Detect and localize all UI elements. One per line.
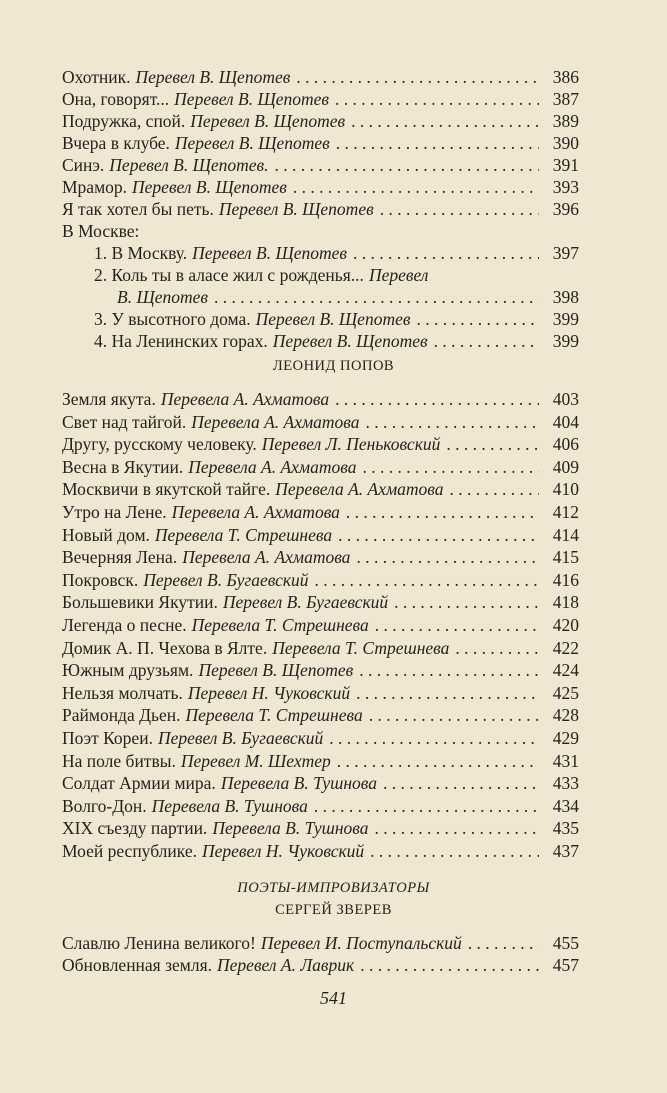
toc-entry [62, 308, 579, 330]
entry-page: 387 [552, 89, 579, 109]
entry-title: Утро на Лене. [62, 501, 167, 522]
entry-page: 433 [552, 773, 579, 794]
dot-leader [434, 330, 539, 352]
entry-page: 397 [552, 243, 579, 263]
toc-entry [62, 614, 579, 637]
entry-translator: Перевела А. Ахматова [160, 389, 330, 409]
entry-translator: Перевела В. Тушнова [212, 818, 369, 839]
group-heading: ПОЭТЫ-ИМПРОВИЗАТОРЫ [237, 880, 430, 896]
toc-entry [62, 750, 579, 773]
toc-entry [62, 591, 579, 614]
dot-leader [335, 88, 539, 110]
toc-section-popov [62, 388, 579, 862]
toc-entry [62, 176, 579, 198]
toc-entry [62, 704, 579, 727]
entry-title: Домик А. П. Чехова в Ялте. [62, 637, 268, 658]
entry-page: 410 [552, 479, 579, 500]
entry-title: Свет над тайгой. [62, 411, 187, 432]
entry-page: 398 [552, 287, 579, 307]
entry-translator: Перевел В. Бугаевский [157, 727, 324, 748]
entry-translator: Перевел Н. Чуковский [201, 840, 365, 861]
entry-title: На поле битвы. [62, 750, 176, 771]
dot-leader [335, 388, 539, 411]
entry-translator: Перевел В. Щепотев [272, 331, 428, 351]
dot-leader [346, 501, 539, 524]
dot-leader [359, 659, 539, 682]
entry-translator: Перевел Н. Чуковский [187, 682, 351, 703]
entry-title: Моей республике. [62, 840, 197, 861]
toc-entry [62, 795, 579, 818]
dot-leader [356, 682, 539, 705]
dot-leader [362, 456, 539, 479]
dot-leader [455, 637, 539, 660]
dot-leader [293, 176, 539, 198]
entry-page: 434 [552, 795, 579, 816]
dot-leader [383, 772, 539, 795]
dot-leader [353, 242, 539, 264]
entry-translator: Перевел Л. Пеньковский [261, 434, 441, 455]
entry-title: Охотник. [62, 67, 131, 87]
entry-translator: Перевел В. Щепотев [190, 111, 346, 131]
entry-page: 391 [552, 155, 579, 175]
toc-entry [62, 264, 579, 286]
dot-leader [369, 704, 539, 727]
dot-leader [360, 954, 539, 976]
entry-page: 399 [552, 331, 579, 351]
dot-leader [380, 198, 539, 220]
entry-page: 396 [552, 199, 579, 219]
dot-leader [214, 286, 539, 308]
toc-entry [62, 501, 579, 524]
entry-title: Москвичи в якутской тайге. [62, 479, 271, 500]
entry-title: Другу, русскому человеку. [62, 434, 257, 455]
entry-title: Южным друзьям. [62, 660, 194, 681]
dot-leader [296, 66, 539, 88]
entry-page: 399 [552, 309, 579, 329]
toc-entry [62, 637, 579, 660]
entry-page: 403 [552, 389, 579, 409]
dot-leader [351, 110, 539, 132]
entry-page: 424 [552, 660, 579, 681]
toc-entry [62, 569, 579, 592]
entry-title: Весна в Якутии. [62, 456, 184, 477]
toc-entry [62, 286, 579, 308]
entry-page: 416 [552, 569, 579, 590]
entry-translator: Перевел В. Щепотев [198, 660, 354, 681]
dot-leader [275, 154, 540, 176]
entry-title: В Москве: [62, 221, 140, 241]
toc-entry [62, 330, 579, 352]
dot-leader [356, 546, 539, 569]
entry-translator: Перевел В. Щепотев [174, 89, 329, 109]
entry-title: 3. У высотного дома. [94, 309, 251, 329]
entry-title: Покровск. [62, 569, 139, 590]
toc-entry [62, 220, 579, 242]
entry-translator: Перевел В. Щепотев [132, 177, 287, 197]
entry-translator: Перевел В. Щепотев [255, 309, 411, 329]
entry-title: Я так хотел бы петь. [62, 199, 214, 219]
toc-entry [62, 132, 579, 154]
entry-translator: Перевел А. Лаврик [217, 955, 355, 975]
dot-leader [446, 433, 539, 456]
entry-page: 393 [552, 177, 579, 197]
entry-translator: В. Щепотев [117, 287, 208, 307]
entry-page: 428 [552, 705, 579, 726]
dot-leader [370, 840, 539, 863]
entry-page: 429 [552, 727, 579, 748]
entry-translator: Перевела Т. Стрешнева [185, 705, 363, 726]
toc-entry [62, 110, 579, 132]
entry-page: 425 [552, 682, 579, 703]
entry-title: Раймонда Дьен. [62, 705, 181, 726]
author-heading-zverev: СЕРГЕЙ ЗВЕРЕВ [275, 902, 392, 918]
entry-page: 406 [552, 434, 579, 455]
entry-translator: Перевел В. Бугаевский [222, 592, 389, 613]
dot-leader [416, 308, 539, 330]
entry-page: 414 [552, 524, 579, 545]
entry-translator: Перевела Т. Стрешнева [154, 524, 333, 545]
toc-entry [62, 456, 579, 479]
toc-section-zverev [62, 932, 579, 976]
entry-translator: Перевела А. Ахматова [171, 501, 340, 522]
toc-entry [62, 817, 579, 840]
entry-translator: Перевел В. Бугаевский [143, 569, 309, 590]
toc-entry [62, 411, 579, 434]
author-heading-popov: ЛЕОНИД ПОПОВ [272, 358, 395, 374]
entry-translator: Перевел В. Щепотев [218, 199, 374, 219]
entry-translator: Перевел В. Щепотев [174, 133, 330, 153]
entry-title: Поэт Кореи. [62, 727, 153, 748]
toc-entry [62, 198, 579, 220]
entry-page: 389 [552, 111, 579, 131]
toc-entry [62, 154, 579, 176]
entry-title: Вечерняя Лена. [62, 547, 178, 568]
entry-page: 409 [552, 456, 579, 477]
dot-leader [450, 478, 539, 501]
entry-page: 437 [552, 840, 579, 861]
entry-translator: Перевела А. Ахматова [182, 547, 351, 568]
entry-title: Синэ. [62, 155, 105, 175]
entry-page: 455 [552, 933, 579, 953]
entry-page: 435 [552, 818, 579, 839]
dot-leader [336, 132, 539, 154]
entry-page: 431 [552, 750, 579, 771]
toc-entry [62, 727, 579, 750]
entry-title: Легенда о песне. [62, 614, 187, 635]
entry-translator: Перевела А. Ахматова [275, 479, 444, 500]
entry-title: Земля якута. [62, 389, 156, 409]
entry-title: Большевики Якутии. [62, 592, 218, 613]
toc-entry [62, 433, 579, 456]
entry-translator: Перевела Т. Стрешнева [191, 614, 369, 635]
toc-entry [62, 546, 579, 569]
dot-leader [468, 932, 539, 954]
entry-page: 415 [552, 547, 579, 568]
entry-title: Вчера в клубе. [62, 133, 170, 153]
entry-translator: Перевел В. Щепотев [192, 243, 347, 263]
toc-entry [62, 88, 579, 110]
entry-translator: Перевела В. Тушнова [220, 773, 378, 794]
entry-translator: Перевел М. Шехтер [180, 750, 331, 771]
entry-title: 4. На Ленинских горах. [94, 331, 268, 351]
entry-page: 420 [552, 614, 579, 635]
toc-entry [62, 954, 579, 976]
toc-entry [62, 524, 579, 547]
entry-page: 418 [552, 592, 579, 613]
toc-section-1 [62, 66, 579, 352]
toc-entry [62, 772, 579, 795]
entry-translator: Перевела А. Ахматова [188, 456, 357, 477]
entry-translator: Перевел [368, 265, 429, 285]
dot-leader [394, 591, 539, 614]
entry-translator: Перевел В. Щепотев. [109, 155, 269, 175]
entry-title: 1. В Москву. [94, 243, 188, 263]
toc-entry [62, 932, 579, 954]
dot-leader [329, 727, 539, 750]
dot-leader [366, 411, 539, 434]
entry-translator: Перевела Т. Стрешнева [272, 637, 450, 658]
entry-translator: Перевел В. Щепотев [135, 67, 291, 87]
entry-title: Мрамор. [62, 177, 128, 197]
entry-title: Новый дом. [62, 524, 150, 545]
entry-page: 422 [552, 637, 579, 658]
toc-entry [62, 478, 579, 501]
entry-page: 412 [552, 501, 579, 522]
entry-page: 386 [552, 67, 579, 87]
toc-entry [62, 659, 579, 682]
entry-title: Она, говорят... [62, 89, 170, 109]
dot-leader [338, 524, 539, 547]
toc-entry [62, 388, 579, 411]
page-number: 541 [320, 988, 347, 1008]
entry-page: 390 [552, 133, 579, 153]
entry-title: Волго-Дон. [62, 795, 147, 816]
dot-leader [375, 614, 539, 637]
entry-translator: Перевел И. Поступальский [260, 933, 462, 953]
toc-entry [62, 242, 579, 264]
entry-title: Славлю Ленина великого! [62, 933, 256, 953]
dot-leader [337, 750, 539, 773]
entry-title: Нельзя молчать. [62, 682, 183, 703]
toc-entry [62, 682, 579, 705]
entry-page: 404 [552, 411, 579, 432]
entry-title: Подружка, спой. [62, 111, 186, 131]
entry-translator: Перевела А. Ахматова [191, 411, 360, 432]
entry-title: 2. Коль ты в аласе жил с рожденья... [94, 265, 364, 285]
toc-entry [62, 840, 579, 863]
toc-entry [62, 66, 579, 88]
entry-title: XIX съезду партии. [62, 818, 208, 839]
dot-leader [315, 569, 539, 592]
entry-translator: Перевела В. Тушнова [151, 795, 308, 816]
entry-title: Обновленная земля. [62, 955, 213, 975]
entry-title: Солдат Армии мира. [62, 773, 216, 794]
dot-leader [375, 817, 539, 840]
dot-leader [314, 795, 539, 818]
entry-page: 457 [552, 955, 579, 975]
